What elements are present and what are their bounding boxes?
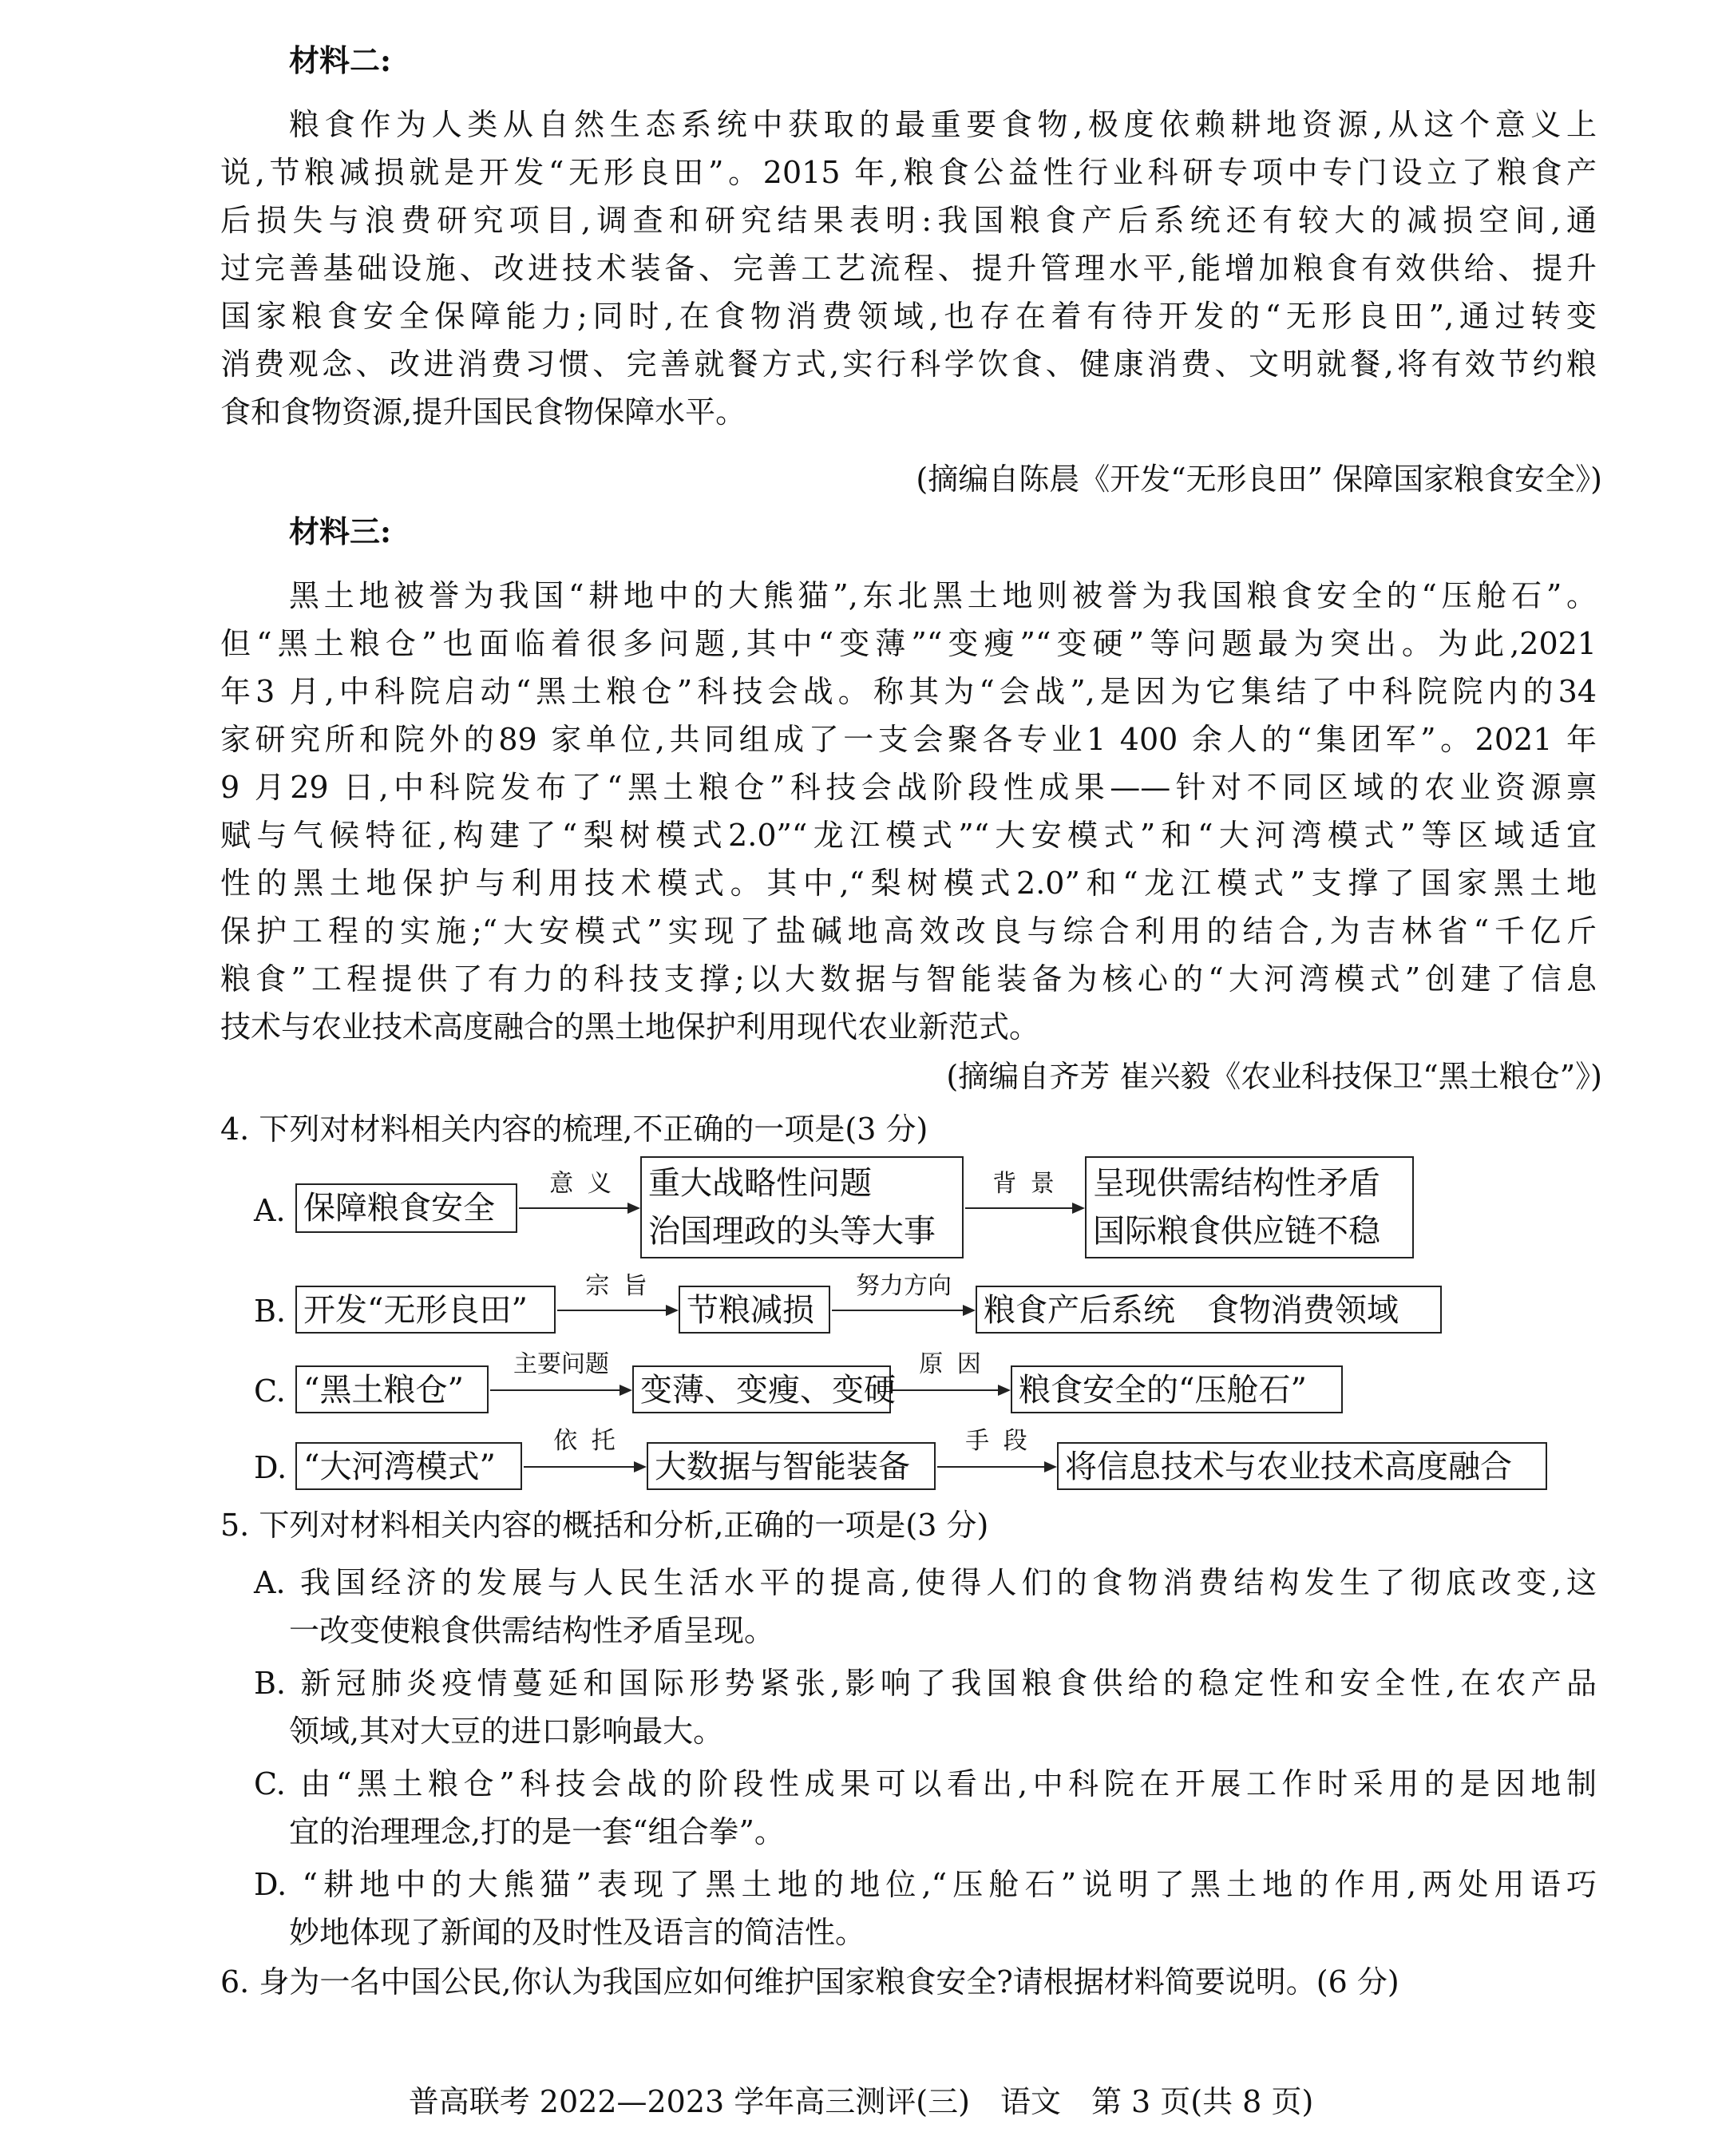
- material3-line-7: 性的黑土地保护与利用技术模式。其中,“梨树模式2.0”和“龙江模式”支撑了国家黑土地: [220, 866, 1597, 901]
- q4-c-box-3: 粮食安全的“压舱石”: [1011, 1365, 1343, 1413]
- q4-option-b-letter: B.: [254, 1294, 287, 1329]
- q4-a-box-2-line-1: 重大战略性问题: [648, 1165, 872, 1202]
- q6-stem: 6. 身为一名中国公民,你认为我国应如何维护国家粮食安全?请根据材料简要说明。(6 分): [220, 1964, 1399, 1999]
- q4-b-box-2: 节粮减损: [679, 1286, 830, 1334]
- material3-line-3: 年3 月,中科院启动“黑土粮仓”科技会战。称其为“会战”,是因为它集结了中科院院内的34: [220, 674, 1597, 709]
- material3-line-2: 但“黑土粮仓”也面临着很多问题,其中“变薄”“变瘦”“变硬”等问题最为突出。为此,2021: [220, 626, 1597, 661]
- q4-b-box-3: 粮食产后系统 食物消费领域: [976, 1286, 1442, 1334]
- q5-option-a-line-2: 一改变使粮食供需结构性矛盾呈现。: [289, 1613, 775, 1648]
- q4-a-label-2: 背 景: [992, 1170, 1058, 1198]
- q5-option-c-line-2: 宜的治理理念,打的是一套“组合拳”。: [289, 1814, 785, 1849]
- page-footer: 普高联考 2022—2023 学年高三测评(三) 语文 第 3 页(共 8 页): [408, 2084, 1314, 2119]
- material3-line-1: 黑土地被誉为我国“耕地中的大熊猫”,东北黑土地则被誉为我国粮食安全的“压舱石”。: [289, 578, 1597, 613]
- material3-line-8: 保护工程的实施;“大安模式”实现了盐碱地高效改良与综合利用的结合,为吉林省“千亿斤: [220, 914, 1597, 949]
- material2-line-7: 食和食物资源,提升国民食物保障水平。: [220, 394, 746, 430]
- material2-heading: 材料二:: [289, 42, 392, 78]
- q4-a-box-3-line-2: 国际粮食供应链不稳: [1093, 1213, 1380, 1250]
- q4-c-box-1: “黑土粮仓”: [295, 1365, 489, 1413]
- q4-option-a-letter: A.: [254, 1193, 286, 1228]
- q4-b-label-1: 宗 旨: [585, 1272, 651, 1300]
- q4-d-label-2: 手 段: [965, 1427, 1031, 1455]
- q4-a-arrow-1: [519, 1207, 639, 1209]
- q4-c-label-2: 原 因: [919, 1350, 984, 1378]
- q4-c-label-1: 主要问题: [513, 1350, 609, 1378]
- q4-d-arrow-2: [937, 1466, 1055, 1468]
- q5-option-b-line-1: B. 新冠肺炎疫情蔓延和国际形势紧张,影响了我国粮食供给的稳定性和安全性,在农产品: [254, 1666, 1597, 1701]
- q4-option-d-letter: D.: [254, 1450, 287, 1485]
- q4-a-box-2-line-2: 治国理政的头等大事: [648, 1213, 936, 1250]
- material2-line-4: 过完善基础设施、改进技术装备、完善工艺流程、提升管理水平,能增加粮食有效供给、提升: [220, 251, 1597, 286]
- q4-b-box-1: 开发“无形良田”: [295, 1286, 556, 1334]
- q4-d-box-1: “大河湾模式”: [295, 1442, 522, 1490]
- q4-b-arrow-2: [832, 1310, 974, 1311]
- q5-option-d-line-2: 妙地体现了新闻的及时性及语言的简洁性。: [289, 1915, 866, 1950]
- q5-option-b-line-2: 领域,其对大豆的进口影响最大。: [289, 1714, 724, 1749]
- q5-option-d-line-1: D. “耕地中的大熊猫”表现了黑土地的地位,“压舱石”说明了黑土地的作用,两处用语巧: [254, 1867, 1597, 1902]
- q4-a-box-1: 保障粮食安全: [295, 1183, 517, 1233]
- q4-a-arrow-2: [965, 1207, 1083, 1209]
- q4-stem: 4. 下列对材料相关内容的梳理,不正确的一项是(3 分): [220, 1112, 928, 1147]
- q5-option-a-line-1: A. 我国经济的发展与人民生活水平的提高,使得人们的食物消费结构发生了彻底改变,这: [254, 1565, 1597, 1600]
- q4-a-label-1: 意 义: [549, 1170, 615, 1198]
- material3-line-9: 粮食”工程提供了有力的科技支撑;以大数据与智能装备为核心的“大河湾模式”创建了信息: [220, 961, 1597, 997]
- material3-line-6: 赋与气候特征,构建了“梨树模式2.0”“龙江模式”“大安模式”和“大河湾模式”等区域适宜: [220, 818, 1597, 853]
- q4-d-box-2: 大数据与智能装备: [647, 1442, 936, 1490]
- q4-d-label-1: 依 托: [553, 1427, 619, 1455]
- material2-line-3: 后损失与浪费研究项目,调查和研究结果表明:我国粮食产后系统还有较大的减损空间,通: [220, 203, 1597, 238]
- material2-line-5: 国家粮食安全保障能力;同时,在食物消费领域,也存在着有待开发的“无形良田”,通过转变: [220, 299, 1597, 334]
- q5-stem: 5. 下列对材料相关内容的概括和分析,正确的一项是(3 分): [220, 1508, 989, 1543]
- q4-a-box-3: [1085, 1156, 1414, 1258]
- q4-c-arrow-1: [490, 1389, 631, 1391]
- q4-a-box-2: [640, 1156, 964, 1258]
- material3-line-4: 家研究所和院外的89 家单位,共同组成了一支会聚各专业1 400 余人的“集团军”。2021 年: [220, 722, 1597, 757]
- q4-d-arrow-1: [524, 1466, 645, 1468]
- material2-line-1: 粮食作为人类从自然生态系统中获取的最重要食物,极度依赖耕地资源,从这个意义上: [289, 107, 1597, 142]
- q4-c-arrow-2: [893, 1389, 1009, 1391]
- q4-c-box-2: 变薄、变瘦、变硬: [632, 1365, 891, 1413]
- material3-source: (摘编自齐芳 崔兴毅《农业科技保卫“黑土粮仓”》): [946, 1059, 1602, 1094]
- material3-heading: 材料三:: [289, 513, 392, 549]
- q5-option-c-line-1: C. 由“黑土粮仓”科技会战的阶段性成果可以看出,中科院在开展工作时采用的是因地制: [254, 1766, 1597, 1801]
- material2-line-6: 消费观念、改进消费习惯、完善就餐方式,实行科学饮食、健康消费、文明就餐,将有效节约粮: [220, 347, 1597, 382]
- q4-b-arrow-1: [557, 1310, 677, 1311]
- q4-a-box-3-line-1: 呈现供需结构性矛盾: [1093, 1165, 1380, 1202]
- material2-source: (摘编自陈晨《开发“无形良田” 保障国家粮食安全》): [916, 462, 1602, 497]
- q4-option-c-letter: C.: [254, 1373, 286, 1409]
- q4-d-box-3: 将信息技术与农业技术高度融合: [1057, 1442, 1547, 1490]
- material2-line-2: 说,节粮减损就是开发“无形良田”。2015 年,粮食公益性行业科研专项中专门设立了粮食产: [220, 155, 1597, 190]
- q4-b-label-2: 努力方向: [856, 1272, 952, 1300]
- material3-line-5: 9 月29 日,中科院发布了“黑土粮仓”科技会战阶段性成果——针对不同区域的农业资源禀: [220, 770, 1597, 805]
- material3-line-10: 技术与农业技术高度融合的黑土地保护利用现代农业新范式。: [220, 1009, 1040, 1044]
